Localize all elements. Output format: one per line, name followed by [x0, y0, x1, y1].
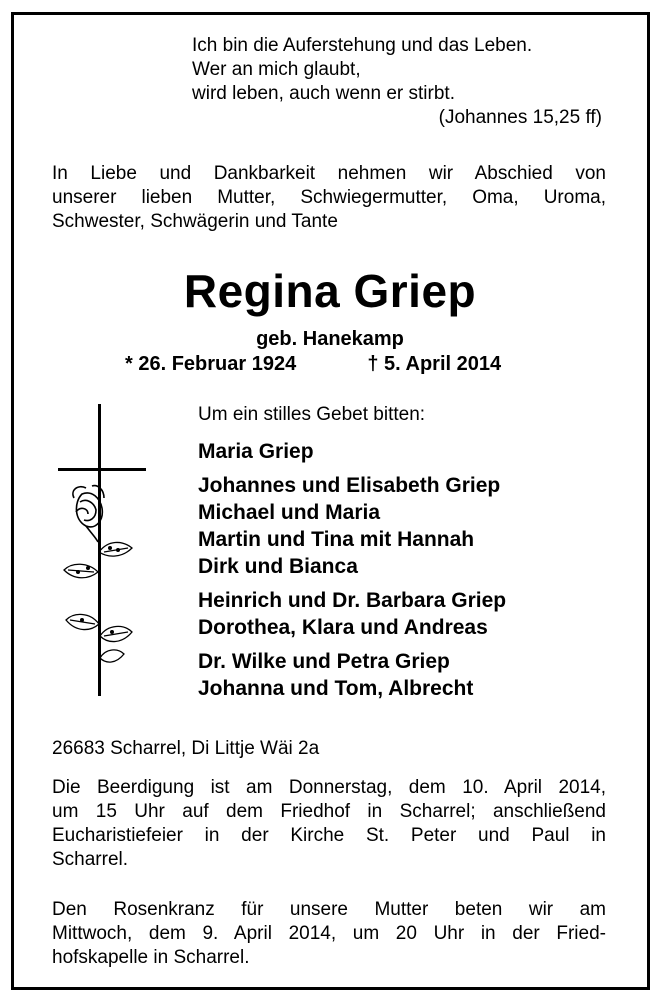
deceased-name: Regina Griep [183, 265, 477, 317]
mourner-group [198, 472, 506, 580]
prayer-request: Um ein stilles Gebet bitten: [198, 404, 426, 425]
mourner-line: Martin und Tina mit Hannah [198, 528, 475, 551]
rosary-line: hofskapelle in Scharrel. [52, 947, 250, 968]
verse-reference: (Johannes 15,25 ff) [438, 107, 602, 128]
birth-date: * 26. Februar 1924 [125, 353, 297, 375]
funeral-notice [52, 776, 606, 872]
funeral-line: Eucharistiefeier in der Kirche St. Peter und Paul in [52, 825, 606, 846]
mourner-line: Johanna und Tom, Albrecht [198, 677, 474, 700]
mourner-line: Dorothea, Klara und Andreas [198, 616, 488, 639]
mourner-line: Heinrich und Dr. Barbara Griep [198, 589, 507, 612]
death-date: † 5. April 2014 [367, 353, 502, 375]
mourner-group [198, 438, 506, 465]
mourner-group [198, 587, 506, 641]
mourner-group [198, 648, 506, 702]
funeral-line: um 15 Uhr auf dem Friedhof in Scharrel; anschließend [52, 801, 606, 822]
verse-line: Ich bin die Auferstehung und das Leben. [192, 35, 533, 56]
family-address: 26683 Scharrel, Di Littje Wäi 2a [52, 738, 320, 759]
life-dates [125, 353, 501, 376]
verse-line: Wer an mich glaubt, [192, 59, 361, 80]
intro-line: unserer lieben Mutter, Schwiegermutter, Oma, Uroma, [52, 187, 606, 208]
rosary-line: Mittwoch, dem 9. April 2014, um 20 Uhr in der Fried- [52, 923, 606, 944]
rosary-line: Den Rosenkranz für unsere Mutter beten wir am [52, 899, 606, 920]
mourner-line: Dirk und Bianca [198, 555, 358, 578]
funeral-line: Scharrel. [52, 849, 129, 870]
mourner-line: Maria Griep [198, 440, 314, 463]
cross-with-rose-icon [52, 402, 152, 702]
mourner-line: Johannes und Elisabeth Griep [198, 474, 501, 497]
funeral-line: Die Beerdigung ist am Donnerstag, dem 10. April 2014, [52, 777, 606, 798]
verse-line: wird leben, auch wenn er stirbt. [192, 83, 455, 104]
mourner-line: Michael und Maria [198, 501, 381, 524]
mourner-line: Dr. Wilke und Petra Griep [198, 650, 450, 673]
birth-name: geb. Hanekamp [256, 328, 404, 350]
intro-line: Schwester, Schwägerin und Tante [52, 211, 338, 232]
bible-verse [192, 34, 602, 128]
intro-text [52, 162, 606, 234]
rosary-notice [52, 898, 606, 970]
mourners-list [198, 438, 506, 709]
intro-line: In Liebe und Dankbarkeit nehmen wir Abschied von [52, 163, 606, 184]
